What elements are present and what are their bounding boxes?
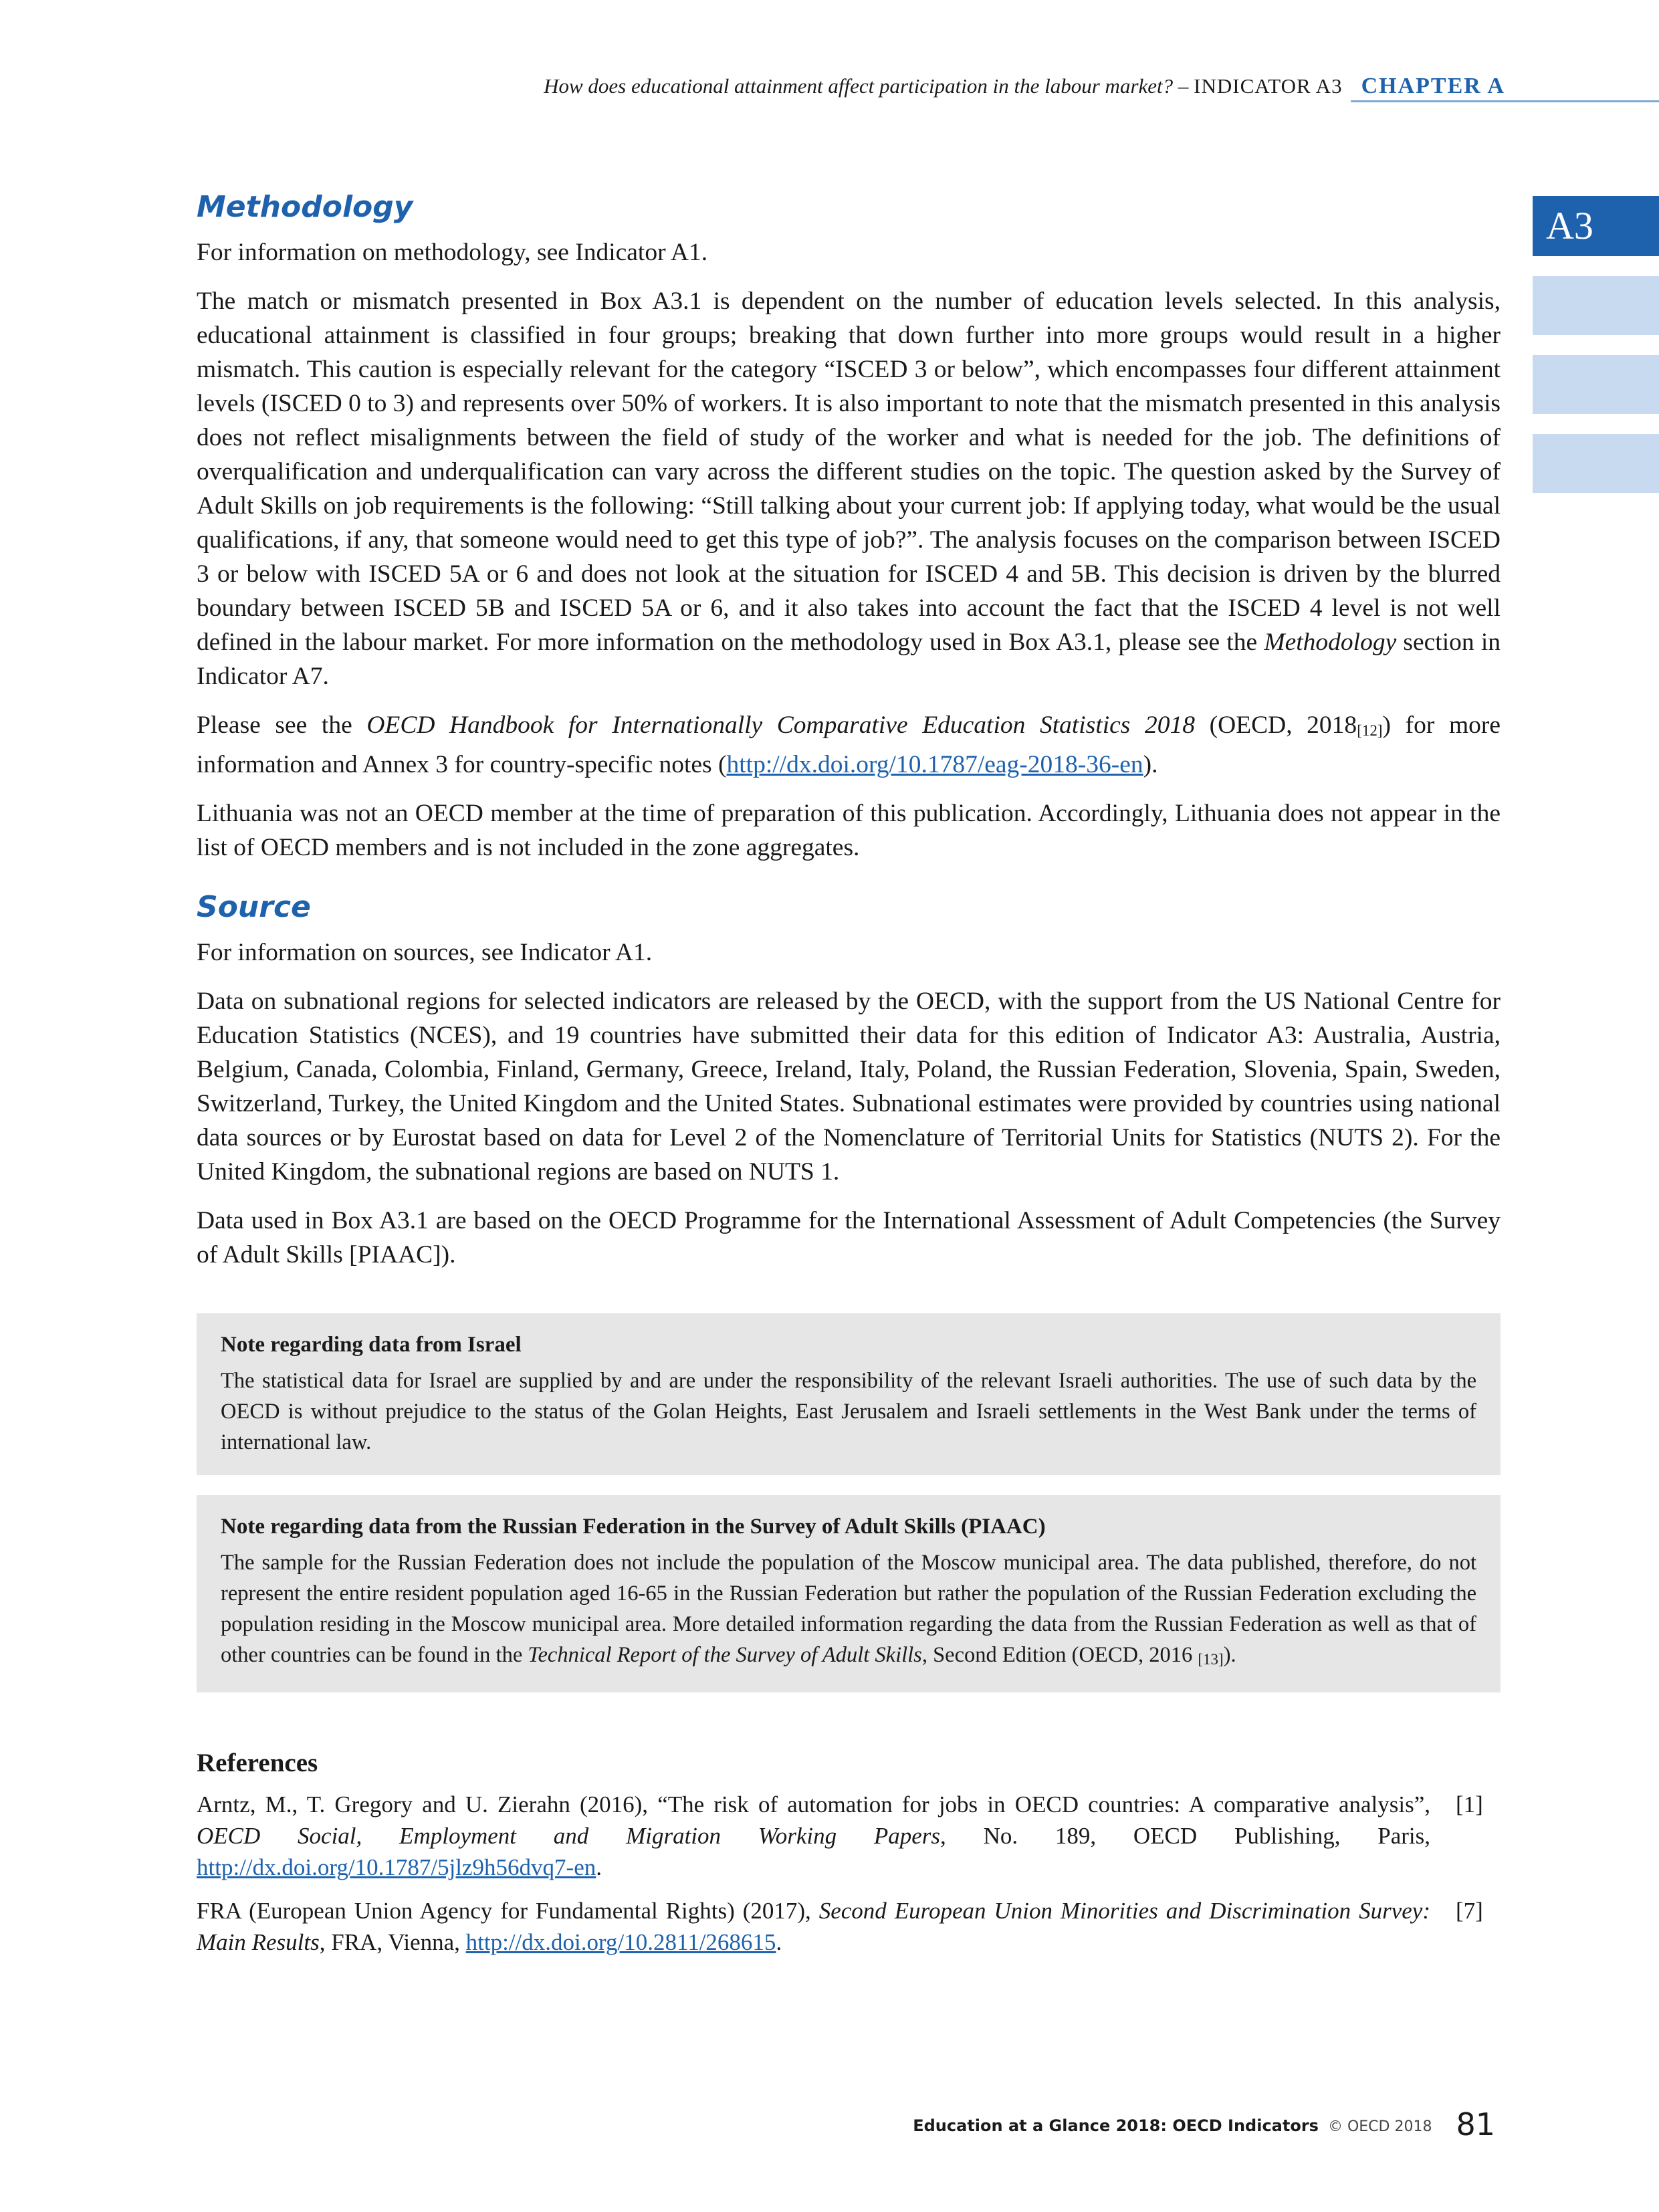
methodology-para-3-a: Please see the xyxy=(197,711,367,739)
header-indicator: INDICATOR A3 xyxy=(1194,74,1343,98)
reference-number: [7] xyxy=(1456,1898,1483,1924)
methodology-para-1: For information on methodology, see Indicator A1. xyxy=(197,239,708,266)
source-heading: Source xyxy=(197,890,311,924)
note-russia-box xyxy=(197,1495,1501,1692)
page-number: 81 xyxy=(1456,2106,1495,2142)
reference-text xyxy=(197,1789,1430,1883)
reference-item xyxy=(197,1789,1501,1883)
methodology-para-3-c: ) for more information and Annex 3 for country-specific notes ( xyxy=(197,711,1501,778)
methodology-para-3-b: (OECD, 2018 xyxy=(1195,711,1357,739)
note-russia-body-b: , Second Edition (OECD, 2016 xyxy=(921,1643,1198,1667)
methodology-para-3 xyxy=(197,708,1501,782)
reference-series: OECD Social, Employment and Migration Working Papers xyxy=(197,1823,941,1849)
source-para-2: Data on subnational regions for selected indicators are released by the OECD, with the support from the US National Centre for Education Statistics (NCES), and 19 countries have submitted their data for this edition of Indicator A3: Australia, Austria, Belgium, Canada, Colombia, Finland, Germany, Greece, Ireland, Italy, Poland, the Russian Federation, Slovenia, Spain, Sweden, Switzerland, Turkey, the United Kingdom and the United States. Subnational estimates were provided by countries using national data sources or by Eurostat based on data for Level 2 of the Nomenclature of Territorial Units for Statistics (NUTS 2). For the United Kingdom, the subnational regions are based on NUTS 1. xyxy=(197,988,1501,1186)
header-rule xyxy=(1351,100,1659,102)
methodology-para-2-text: The match or mismatch presented in Box A3.1 is dependent on the number of education levels selected. In this analysis, educational attainment is classified in four groups; breaking that down further into more groups would result in a higher mismatch. This caution is especially relevant for the category “ISCED 3 or below”, which encompasses four different attainment levels (ISCED 0 to 3) and represents over 50% of workers. It is also important to note that the mismatch presented in this analysis does not reflect misalignments between the field of study of the worker and what is needed for the job. The definitions of overqualification and underqualification can vary across the different studies on the topic. The question asked by the Survey of Adult Skills on job requirements is the following: “Still talking about your current job: If applying today, what would be the usual qualifications, if any, that someone would need to get this type of job?”. The analysis focuses on the comparison between ISCED 3 or below with ISCED 5A or 6 and does not look at the situation for ISCED 4 and 5B. This decision is driven by the blurred boundary between ISCED 5B and ISCED 5A or 6, and it also takes into account the fact that the ISCED 4 level is not well defined in the labour market. For more information on the methodology used in Box A3.1, please see the xyxy=(197,288,1501,656)
reference-authors: Arntz, M., T. Gregory and U. Zierahn (2016), “The risk of automation for jobs in OECD countries: A comparative analysis”, xyxy=(197,1791,1430,1817)
header-chapter: CHAPTER A xyxy=(1361,74,1505,98)
note-russia-body-a: The sample for the Russian Federation does not include the population of the Moscow municipal area. The data published, therefore, do not represent the entire resident population aged 16-65 in the Russian Federation but rather the population of the Russian Federation excluding the population residing in the Moscow municipal area. More detailed information regarding the data from the Russian Federation as well as that of other countries can be found in the xyxy=(221,1551,1476,1667)
header-question: How does educational attainment affect participation in the labour market? xyxy=(544,74,1174,98)
ref-marker-13: [13] xyxy=(1198,1651,1224,1668)
annex-link[interactable]: http://dx.doi.org/10.1787/eag-2018-36-en xyxy=(726,751,1143,778)
note-russia-body xyxy=(221,1547,1476,1675)
handbook-title: OECD Handbook for Internationally Comparative Education Statistics 2018 xyxy=(366,711,1196,739)
reference-details: , FRA, Vienna, xyxy=(319,1929,466,1955)
side-tab-decor-2 xyxy=(1533,355,1659,414)
technical-report-title: Technical Report of the Survey of Adult Skills xyxy=(528,1643,922,1667)
reference-number: [1] xyxy=(1456,1791,1483,1817)
methodology-para-2-italic: Methodology xyxy=(1264,629,1397,656)
source-para-3: Data used in Box A3.1 are based on the OECD Programme for the International Assessment of Adult Competencies (the Survey of Adult Skills [PIAAC]). xyxy=(197,1207,1501,1268)
footer-copyright: © OECD 2018 xyxy=(1327,2118,1432,2135)
ref-marker-12: [12] xyxy=(1357,722,1383,739)
running-header xyxy=(544,74,1505,99)
reference-series: Second European Union Minorities and Discrimination Survey: Main Results xyxy=(197,1898,1430,1955)
reference-link[interactable]: http://dx.doi.org/10.2811/268615 xyxy=(465,1929,776,1955)
note-russia-title: Note regarding data from the Russian Federation in the Survey of Adult Skills (PIAAC) xyxy=(221,1515,1046,1539)
reference-end: . xyxy=(776,1929,782,1955)
note-russia-body-c: ). xyxy=(1223,1643,1236,1667)
footer-publication: Education at a Glance 2018: OECD Indicators xyxy=(913,2116,1319,2135)
references-heading: References xyxy=(197,1749,318,1777)
methodology-para-3-d: ). xyxy=(1143,751,1158,778)
reference-authors: FRA (European Union Agency for Fundamental Rights) (2017), xyxy=(197,1898,819,1924)
note-israel-box xyxy=(197,1313,1501,1475)
page-content xyxy=(197,187,1501,1970)
reference-details: , No. 189, OECD Publishing, Paris, xyxy=(940,1823,1430,1849)
methodology-para-4: Lithuania was not an OECD member at the time of preparation of this publication. Accordingly, Lithuania does not appear in the list of OECD members and is not included in the zone aggregates. xyxy=(197,800,1501,861)
reference-item xyxy=(197,1895,1501,1958)
methodology-para-2 xyxy=(197,284,1501,693)
note-israel-body: The statistical data for Israel are supplied by and are under the responsibility of the relevant Israeli authorities. The use of such data by the OECD is without prejudice to the status of the Golan Heights, East Jerusalem and Israeli settlements in the West Bank under the terms of international law. xyxy=(221,1369,1476,1454)
header-dash: – xyxy=(1173,74,1194,98)
side-tab-decor-1 xyxy=(1533,276,1659,335)
methodology-heading: Methodology xyxy=(197,190,413,224)
side-tab-a3: A3 xyxy=(1533,196,1659,256)
reference-text xyxy=(197,1895,1430,1958)
page-footer xyxy=(913,2106,1495,2142)
methodology-para-2-end: section in Indicator A7. xyxy=(197,629,1501,690)
side-tab-decor-3 xyxy=(1533,434,1659,493)
source-para-1: For information on sources, see Indicator A1. xyxy=(197,939,653,966)
reference-link[interactable]: http://dx.doi.org/10.1787/5jlz9h56dvq7-en xyxy=(197,1854,596,1880)
reference-end: . xyxy=(596,1854,602,1880)
note-israel-title: Note regarding data from Israel xyxy=(221,1333,522,1357)
